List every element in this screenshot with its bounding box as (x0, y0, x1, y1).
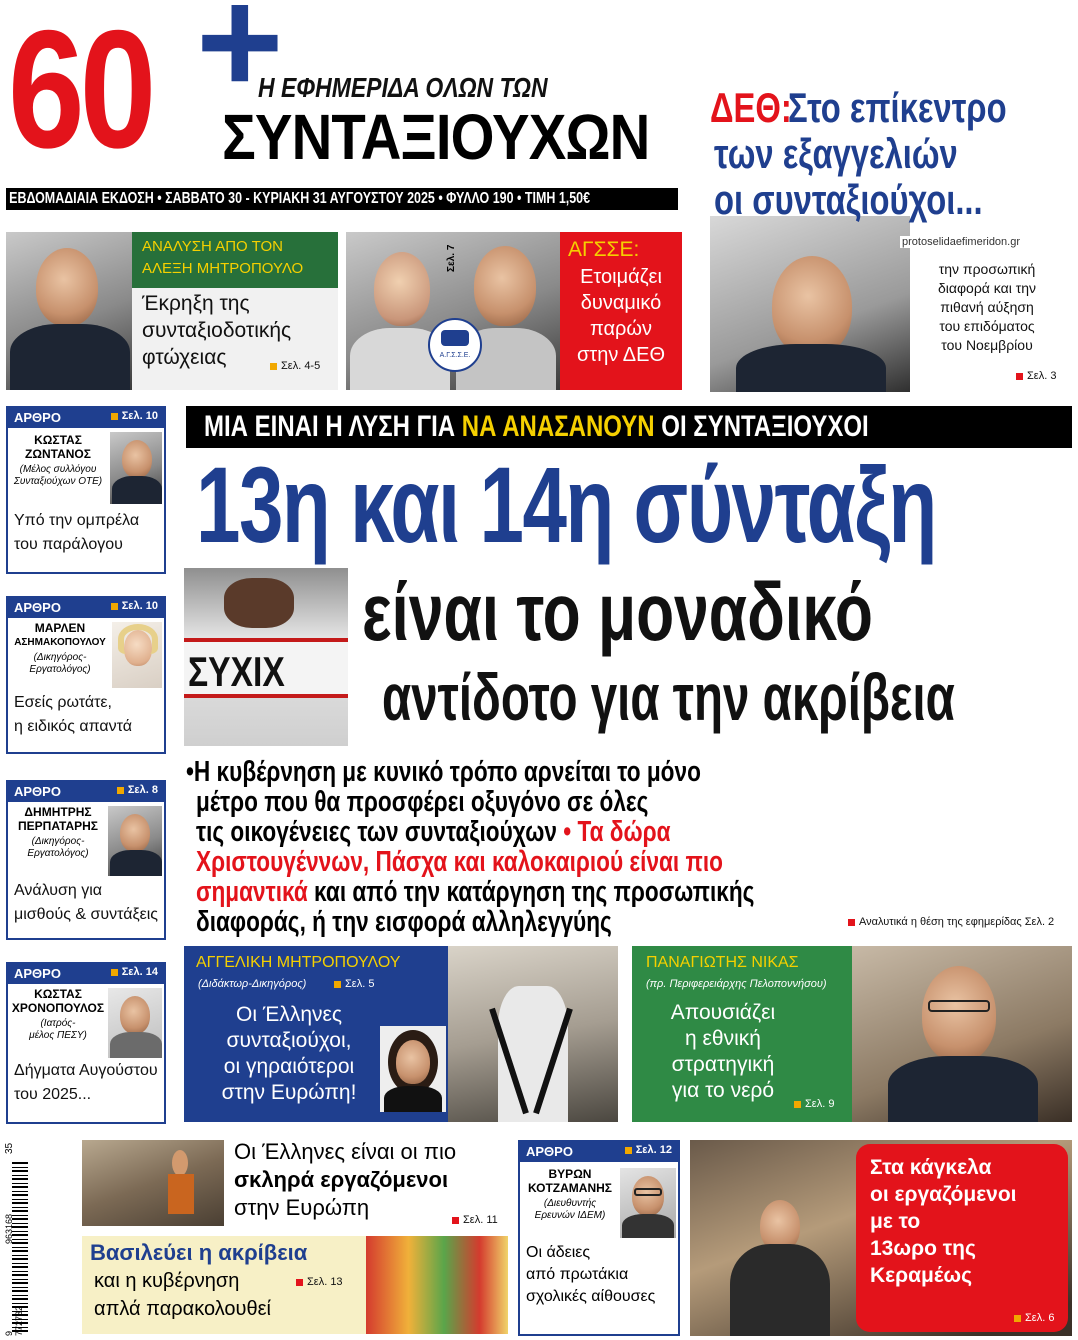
main-body-line (196, 786, 648, 818)
author-photo (110, 432, 162, 504)
nikas-role: (πρ. Περιφερειάρχης Πελοποννήσου) (646, 978, 827, 990)
deth-text-line: του Νοεμβρίου (941, 337, 1033, 353)
agsse-box (346, 232, 682, 390)
banner (186, 406, 1072, 448)
article-page-ref: Σελ. 10 (121, 410, 158, 422)
watermark: protoselidaefimeridon.gr (902, 236, 1021, 248)
nikas-box (632, 946, 1072, 1122)
article-text-1: Δήγματα Αυγούστου (14, 1062, 158, 1079)
main-body-text-4: Χριστουγέννων, Πάσχα και καλοκαιριού είναι πιο (196, 846, 723, 878)
article-label: ΑΡΘΡΟ (14, 966, 61, 981)
deth-page-ref-text: Σελ. 3 (1027, 370, 1057, 382)
angeliki-title-line: οι γηραιότεροι (223, 1055, 355, 1078)
angeliki-box (184, 946, 618, 1122)
crowd-photo (448, 946, 618, 1122)
workers-page-ref-text: Σελ. 11 (463, 1214, 498, 1226)
barcode-code-2: 963168 (4, 1213, 14, 1244)
protest-sign-photo (184, 568, 348, 746)
deth-text-line: διαφορά και την (937, 280, 1037, 296)
nikas-title-line: στρατηγική (671, 1053, 775, 1076)
banner-suffix: ΟΙ ΣΥΝΤΑΞΙΟΥΧΟΙ (654, 410, 869, 443)
bullet-square-icon (270, 363, 277, 370)
angeliki-page-ref-text: Σελ. 5 (345, 978, 375, 990)
article-role-2: Ερευνών ΙΔΕΜ) (534, 1210, 606, 1221)
angeliki-name: ΑΓΓΕΛΙΚΗ ΜΗΤΡΟΠΟΥΛΟΥ (196, 954, 401, 971)
main-body-text-3a: τις οικογένειες των συνταξιούχων (196, 816, 557, 848)
workers-line-1: Οι Έλληνες είναι οι πιο (234, 1139, 457, 1164)
article-head (8, 782, 164, 802)
main-page-ref-text: Αναλυτικά η θέση της εφημερίδας Σελ. 2 (859, 916, 1055, 928)
agsse-title (564, 264, 678, 368)
analysis-kicker-2: ΑΛΕΞΗ ΜΗΤΡΟΠΟΥΛΟ (142, 260, 304, 277)
bullet-square-icon (111, 969, 118, 976)
kotzamanis-text (526, 1242, 676, 1308)
main-body (186, 756, 1072, 936)
main-headline: 13η και 14η σύνταξη (196, 444, 936, 565)
masthead (0, 0, 690, 212)
article-label: ΑΡΘΡΟ (14, 410, 61, 425)
issue-line-text: ΕΒΔΟΜΑΔΙΑΙΑ ΕΚΔΟΣΗ • ΣΑΒΒΑΤΟ 30 - ΚΥΡΙΑΚΗ 31 ΑΥΓΟΥΣΤΟΥ 2025 • ΦΥΛΛΟ 190 • ΤΙΜΗ 1,50€ (9, 190, 591, 207)
article-head (8, 598, 164, 618)
prices-line-2: και η κυβέρνηση (94, 1270, 240, 1292)
article-label: ΑΡΘΡΟ (526, 1144, 573, 1159)
article-role-1: (Μέλος συλλόγου (19, 464, 97, 475)
kerameos-title-line: οι εργαζόμενοι (870, 1183, 1017, 1206)
article-author-2: ΧΡΟΝΟΠΟΥΛΟΣ (11, 1001, 105, 1015)
author-photo (108, 988, 162, 1058)
barcode-code-1: 9 772732 (4, 1305, 24, 1336)
logo-plus: + (196, 0, 284, 125)
kotzamanis-text-line: σχολικές αίθουσες (526, 1288, 656, 1305)
kotzamanis-text-line: από πρωτάκια (526, 1266, 629, 1283)
main-body-line (196, 846, 723, 878)
barcode (4, 1140, 30, 1336)
analysis-page-ref (270, 360, 320, 372)
agsse-title-line: Ετοιμάζει (580, 266, 662, 288)
bullet-square-icon (1014, 1315, 1021, 1322)
masthead-tagline-top: Η ΕΦΗΜΕΡΙΔΑ ΟΛΩΝ ΤΩΝ (258, 72, 548, 103)
prices-line-1: Βασιλεύει η ακρίβεια (90, 1240, 308, 1265)
article-page-ref: Σελ. 14 (121, 966, 158, 978)
barcode-issue: 35 (4, 1142, 15, 1154)
article-text-1: Εσείς ρωτάτε, (14, 694, 112, 711)
kerameos-title-line: Κεραμέως (870, 1264, 973, 1287)
article-box (6, 962, 166, 1124)
article-role-1: (Διευθυντής (543, 1198, 597, 1209)
bullet-square-icon (625, 1147, 632, 1154)
kerameos-title-line: Στα κάγκελα (870, 1156, 992, 1179)
analysis-title-line: φτώχειας (142, 346, 227, 369)
banner-text (204, 409, 898, 445)
main-subhead-1: είναι το μοναδικό (362, 567, 873, 658)
deth-label: ΔΕΘ: (710, 84, 792, 131)
deth-text-line: πιθανή αύξηση (940, 299, 1034, 315)
article-box (6, 596, 166, 754)
angeliki-title-line: Οι Έλληνες (236, 1003, 342, 1026)
main-body-text-2: μέτρο που θα προσφέρει οξυγόνο σε όλες (196, 786, 649, 818)
author-photo (108, 806, 162, 876)
workers-line-3: στην Ευρώπη (234, 1195, 370, 1220)
article-box (6, 780, 166, 940)
handshake-icon (441, 330, 469, 346)
article-role-2: Συνταξιούχων ΟΤΕ) (13, 476, 103, 487)
angeliki-role: (Διδάκτωρ-Δικηγόρος) (198, 978, 307, 990)
kotzamanis-box (518, 1140, 680, 1336)
article-role-1: (Δικηγόρος- (31, 836, 85, 847)
agsse-side-ref-text: Σελ. 7 (446, 244, 457, 272)
nikas-title (648, 1000, 798, 1104)
bullet-square-icon (334, 981, 341, 988)
banner-highlight: ΝΑ ΑΝΑΣΑΝΟΥΝ (461, 410, 655, 443)
logo-number: 60 (8, 0, 152, 183)
article-role-2: Εργατολόγος) (29, 664, 91, 675)
analysis-box (6, 232, 338, 390)
angeliki-page-ref (334, 978, 374, 990)
hand-shape (224, 578, 294, 628)
main-body-line (196, 906, 612, 938)
workers-story (234, 1138, 510, 1222)
article-role-2: Εργατολόγος) (27, 848, 89, 859)
deth-box (696, 76, 1072, 394)
bullet-square-icon (452, 1217, 459, 1224)
analysis-title (142, 290, 334, 371)
prices-box (82, 1236, 508, 1334)
main-body-line (196, 816, 671, 848)
nikas-title-line: η εθνική (685, 1027, 761, 1050)
bullet-square-icon (296, 1279, 303, 1286)
nikas-page-ref-text: Σελ. 9 (805, 1098, 835, 1110)
prices-page-ref (296, 1276, 343, 1288)
angeliki-title (196, 1002, 382, 1106)
agsse-title-line: δυναμικό (580, 292, 662, 314)
kerameos-box (690, 1140, 1072, 1336)
agsse-title-line: παρών (589, 318, 653, 340)
protest-sign-text: ΣΥΧΙΧ (188, 648, 285, 695)
article-role-1: (Ιατρός- (40, 1018, 76, 1029)
article-label: ΑΡΘΡΟ (14, 600, 61, 615)
article-author-1: ΚΩΣΤΑΣ (34, 987, 82, 1001)
analysis-title-line: συνταξιοδοτικής (142, 319, 292, 342)
main-body-line (186, 756, 701, 788)
angeliki-title-line: στην Ευρώπη! (221, 1081, 357, 1104)
nikas-title-line: Απουσιάζει (670, 1001, 776, 1024)
main-body-text-5a: σημαντικά (196, 876, 308, 908)
bullet-square-icon (111, 413, 118, 420)
agsse-emblem (428, 318, 482, 372)
bullet-square-icon (1016, 373, 1023, 380)
article-box (6, 406, 166, 574)
article-label: ΑΡΘΡΟ (14, 784, 61, 799)
supermarket-photo (366, 1236, 508, 1334)
article-author-1: ΜΑΡΛΕΝ (34, 621, 86, 635)
article-text-2: του 2025... (14, 1086, 92, 1103)
analysis-page-ref-text: Σελ. 4-5 (281, 360, 321, 372)
article-head (8, 964, 164, 984)
deth-page-ref (1016, 370, 1056, 382)
main-body-line (196, 876, 754, 908)
author-photo (620, 1168, 676, 1238)
deth-text-line: του επιδόματος (939, 318, 1035, 334)
deth-title-2: των εξαγγελιών (714, 130, 958, 177)
construction-photo (82, 1140, 224, 1226)
nikas-page-ref (794, 1098, 834, 1110)
bullet-square-icon (117, 787, 124, 794)
kerameos-title (870, 1154, 1064, 1289)
nikas-name: ΠΑΝΑΓΙΩΤΗΣ ΝΙΚΑΣ (646, 954, 799, 971)
bullet-square-icon (794, 1101, 801, 1108)
deth-text (908, 260, 1066, 355)
masthead-tagline-bottom: ΣΥΝΤΑΞΙΟΥΧΩΝ (222, 101, 650, 173)
kerameos-page-ref (1014, 1312, 1054, 1324)
article-author-2: ΖΩΝΤΑΝΟΣ (25, 447, 91, 461)
nikas-photo (852, 946, 1072, 1122)
article-author-2: ΚΟΤΖΑΜΑΝΗΣ (528, 1181, 612, 1195)
agsse-label: ΑΓΣΣΕ: (568, 238, 640, 261)
main-body-text-3b: • Τα δώρα (556, 816, 671, 848)
kerameos-page-ref-text: Σελ. 6 (1025, 1312, 1055, 1324)
agsse-side-ref (446, 245, 457, 272)
banner-prefix: ΜΙΑ ΕΙΝΑΙ Η ΛΥΣΗ ΓΙΑ (204, 410, 462, 443)
mitsotakis-photo (710, 216, 910, 392)
article-page-ref: Σελ. 10 (121, 600, 158, 612)
bullet-square-icon (848, 919, 855, 926)
issue-line (6, 188, 678, 210)
article-head (520, 1142, 678, 1162)
article-role-2: μέλος ΠΕΣΥ) (29, 1030, 87, 1041)
deth-title-1: Στο επίκεντρο (788, 84, 1007, 131)
main-body-text-1: •Η κυβέρνηση με κυνικό τρόπο αρνείται το μόνο (186, 756, 701, 788)
agsse-title-line: στην ΔΕΘ (576, 344, 666, 366)
main-body-text-5b: και από την κατάργηση της προσωπικής (307, 876, 755, 908)
article-author-2: ΑΣΗΜΑΚΟΠΟΥΛΟΥ (14, 637, 106, 648)
angeliki-title-line: συνταξιούχοι, (226, 1029, 352, 1052)
article-text-1: Υπό την ομπρέλα (14, 512, 140, 529)
analysis-kicker-1: ΑΝΑΛΥΣΗ ΑΠΟ ΤΟΝ (142, 238, 283, 255)
main-page-ref (848, 916, 1054, 928)
article-page-ref: Σελ. 12 (635, 1144, 672, 1156)
kerameos-title-line: 13ωρο της (870, 1237, 976, 1260)
agsse-emblem-text: Α.Γ.Σ.Σ.Ε. (439, 352, 471, 359)
main-subhead-2: αντίδοτο για την ακρίβεια (382, 660, 955, 734)
main-body-text-6: διαφοράς, ή την εισφορά αλληλεγγύης (196, 906, 612, 938)
kerameos-title-line: με το (870, 1210, 921, 1233)
bullet-square-icon (111, 603, 118, 610)
workers-line-2: σκληρά εργαζόμενοι (234, 1167, 449, 1192)
deth-title-3: οι συνταξιούχοι... (714, 176, 983, 223)
article-author-1: ΚΩΣΤΑΣ (34, 433, 82, 447)
article-text-2: η ειδικός απαντά (14, 718, 133, 735)
article-author-2: ΠΕΡΠΑΤΑΡΗΣ (18, 819, 98, 833)
article-page-ref: Σελ. 8 (127, 784, 158, 796)
workers-page-ref (452, 1214, 498, 1226)
article-text-2: μισθούς & συντάξεις (14, 906, 158, 923)
article-role-1: (Δικηγόρος- (33, 652, 87, 663)
analysis-title-line: Έκρηξη της (142, 292, 250, 315)
deth-text-line: την προσωπική (938, 261, 1036, 277)
prices-page-ref-text: Σελ. 13 (307, 1276, 343, 1288)
article-text-1: Ανάλυση για (14, 882, 103, 899)
article-author-1: ΒΥΡΩΝ (548, 1167, 592, 1181)
article-text-2: του παράλογου (14, 536, 123, 553)
article-head (8, 408, 164, 428)
prices-line-3: απλά παρακολουθεί (94, 1298, 271, 1320)
angeliki-photo (380, 1026, 446, 1112)
article-author-1: ΔΗΜΗΤΡΗΣ (24, 805, 92, 819)
nikas-title-line: για το νερό (671, 1079, 775, 1102)
kotzamanis-text-line: Οι άδειες (526, 1244, 591, 1261)
author-photo (112, 622, 162, 688)
mitropoulos-photo (6, 232, 132, 390)
